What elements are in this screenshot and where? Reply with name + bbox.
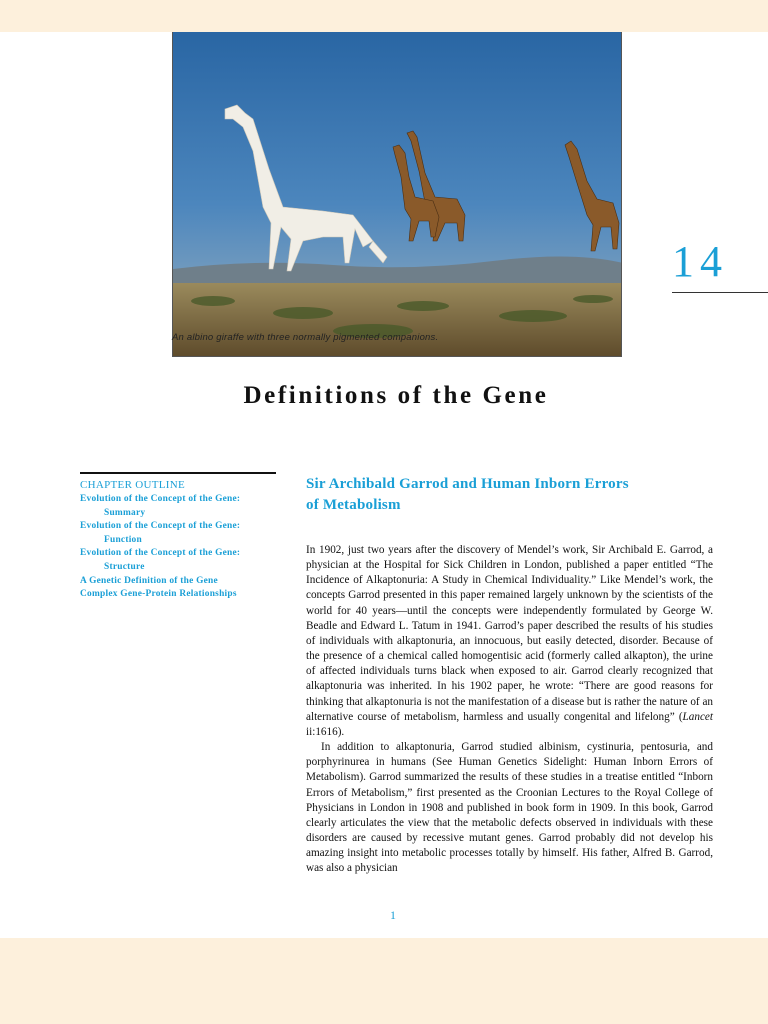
section-heading-line: of Metabolism (306, 496, 401, 513)
outline-item-subline: Summary (104, 507, 146, 518)
body-text (306, 543, 713, 876)
chapter-outline (80, 472, 276, 602)
section-heading-line: Sir Archibald Garrod and Human Inborn Errors (306, 476, 629, 492)
outline-item-line: Evolution of the Concept of the Gene: (80, 494, 241, 504)
document-page (0, 32, 768, 938)
outline-item[interactable] (80, 493, 276, 520)
journal-name: Lancet (682, 710, 713, 723)
outline-item-line: A Genetic Definition of the Gene (80, 575, 218, 586)
giraffe-photo (172, 32, 622, 357)
outline-item-line: Evolution of the Concept of the Gene: (80, 521, 241, 532)
outline-item[interactable] (80, 520, 276, 547)
outline-heading: CHAPTER OUTLINE (80, 479, 186, 491)
paragraph-text: ii:1616). (306, 725, 345, 738)
outline-item[interactable] (80, 588, 276, 602)
paragraph (306, 543, 713, 740)
section-heading (306, 474, 726, 515)
outline-item-subline: Structure (104, 561, 145, 572)
outline-item-line: Evolution of the Concept of the Gene: (80, 548, 241, 559)
paragraph-text: In 1902, just two years after the discovery of Mendel’s work, Sir Archibald E. Garrod, a physician at the Hospital for Sick Children in London, published a paper entitled “The Incidence of Alkaptonuria: A Study in Chemical Individuality.” Like Mendel’s work, the concepts Garrod presented in this paper remained largely unknown by the scientists of the world for 40 years—until the concepts were independently formulated by George W. Beadle and Edward L. Tatum in 1941. Garrod’s paper described the results of his studies of individuals with alkaptonuria, an innocuous, but easily detected, disorder. Because of the presence of a chemical called homogentisic acid (formerly called alkapton), the urine of affected individuals turns black when exposed to air. Garrod clearly recognized that alkaptonuria was inherited. In his 1902 paper, he wrote: “There are good reasons for thinking that alkaptonuria is not the manifestation of a disease but is rather the nature of an alternative course of metabolism, harmless and usually congenital and lifelong” ( (306, 544, 713, 723)
outline-item-line: Complex Gene-Protein Relationships (80, 589, 237, 600)
figure-caption: An albino giraffe with three normally pigmented companions. (172, 332, 439, 343)
paragraph: In addition to alkaptonuria, Garrod studied albinism, cystinuria, pentosuria, and porphyrinurea in humans (See Human Genetics Sidelight: Human Inborn Errors of Metabolism). Garrod summarized the results of these studies in a treatise entitled “Inborn Errors of Metabolism,” first presented as the Croonian Lectures to the Royal College of Physicians in London in 1908 and published in book form in 1909. In this book, Garrod clearly articulates the view that the metabolic defects observed in individuals with these disorders are caused by recessive mutant genes. Garrod probably did not develop his amazing insight into metabolic processes totally by himself. His father, Alfred B. Garrod, was also a physician (306, 741, 713, 875)
outline-item[interactable] (80, 547, 276, 574)
chapter-number: 14 (672, 237, 728, 286)
outline-item-subline: Function (104, 534, 142, 545)
chapter-rule (672, 292, 768, 293)
chapter-title: Definitions of the Gene (243, 382, 549, 409)
page-number: 1 (390, 908, 396, 922)
outline-item[interactable] (80, 575, 276, 589)
giraffe-illustration (173, 32, 622, 357)
